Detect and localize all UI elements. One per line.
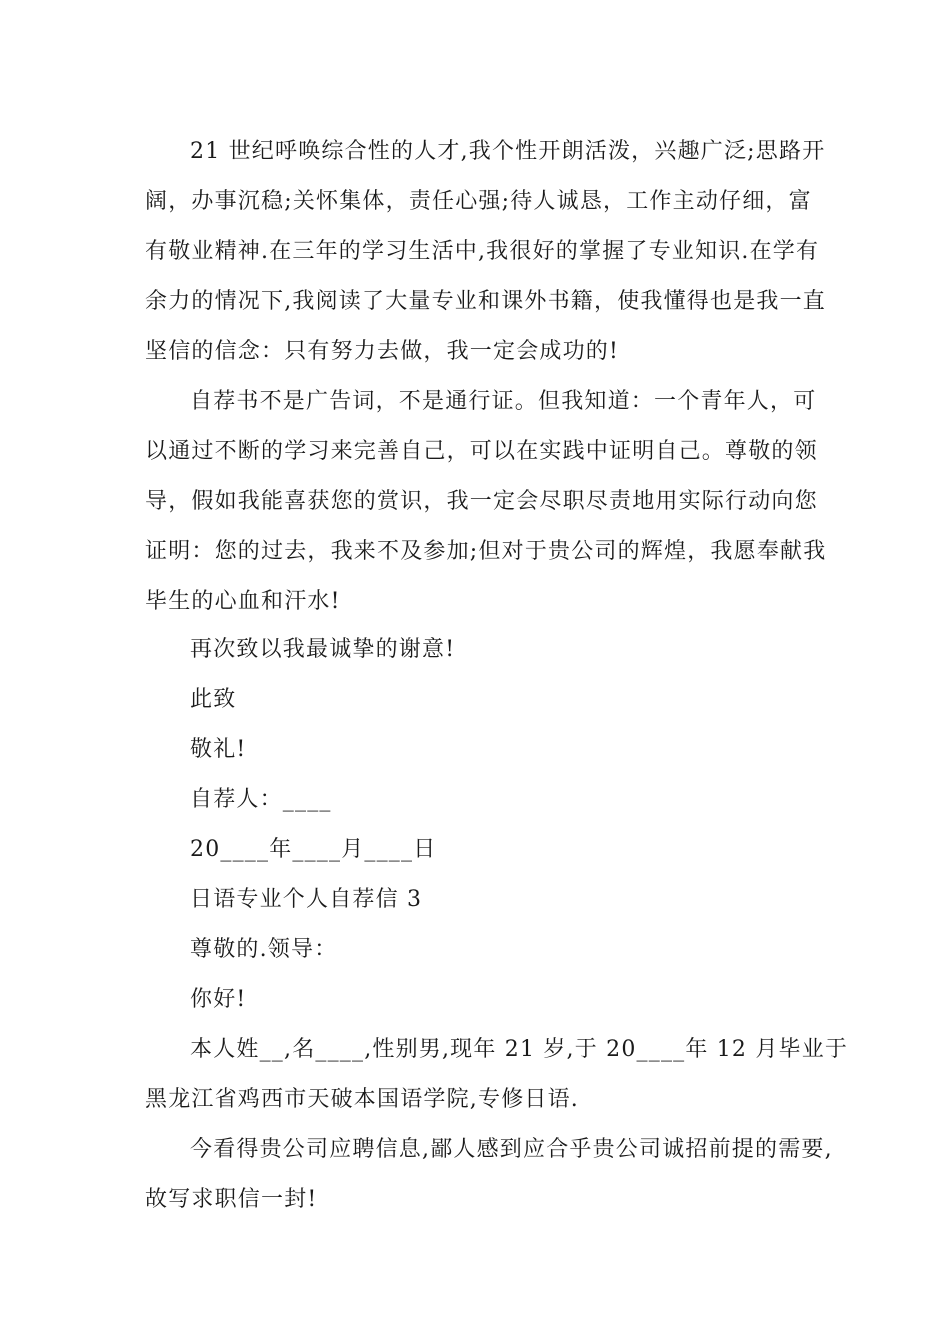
section-title: 日语专业个人自荐信 3 xyxy=(190,887,423,912)
paragraph-line: 黑龙江省鸡西市天破本国语学院,专修日语. xyxy=(145,1087,579,1112)
paragraph-line: 阔，办事沉稳;关怀集体，责任心强;待人诚恳，工作主动仔细，富 xyxy=(145,189,812,214)
greeting-line: 你好! xyxy=(190,987,247,1012)
signature-line: 自荐人：____ xyxy=(190,787,332,812)
paragraph-line: 故写求职信一封! xyxy=(145,1187,318,1212)
paragraph-line: 有敬业精神.在三年的学习生活中,我很好的掌握了专业知识.在学有 xyxy=(145,239,820,264)
thanks-line: 再次致以我最诚挚的谢意! xyxy=(190,637,456,662)
paragraph-line: 以通过不断的学习来完善自己，可以在实践中证明自己。尊敬的领 xyxy=(145,439,818,464)
paragraph-line: 余力的情况下,我阅读了大量专业和课外书籍，使我懂得也是我一直 xyxy=(145,289,826,314)
paragraph-line: 毕生的心血和汗水! xyxy=(145,589,341,614)
paragraph-line: 导，假如我能喜获您的赏识，我一定会尽职尽责地用实际行动向您 xyxy=(145,489,818,514)
paragraph-line: 自荐书不是广告词，不是通行证。但我知道：一个青年人，可 xyxy=(190,389,817,414)
salute-line: 敬礼! xyxy=(190,737,247,762)
greeting-line: 尊敬的.领导： xyxy=(190,937,338,962)
paragraph-line: 21 世纪呼唤综合性的人才,我个性开朗活泼，兴趣广泛;思路开 xyxy=(190,139,826,164)
date-line: 20____年____月____日 xyxy=(190,837,437,862)
paragraph-line: 坚信的信念：只有努力去做，我一定会成功的! xyxy=(145,339,620,364)
paragraph-line: 本人姓__,名____,性别男,现年 21 岁,于 20____年 12 月毕业于 xyxy=(190,1037,849,1062)
paragraph-line: 证明：您的过去，我来不及参加;但对于贵公司的辉煌，我愿奉献我 xyxy=(145,539,827,564)
closing-line: 此致 xyxy=(190,687,237,712)
paragraph-line: 今看得贵公司应聘信息,鄙人感到应合乎贵公司诚招前提的需要, xyxy=(190,1137,833,1162)
